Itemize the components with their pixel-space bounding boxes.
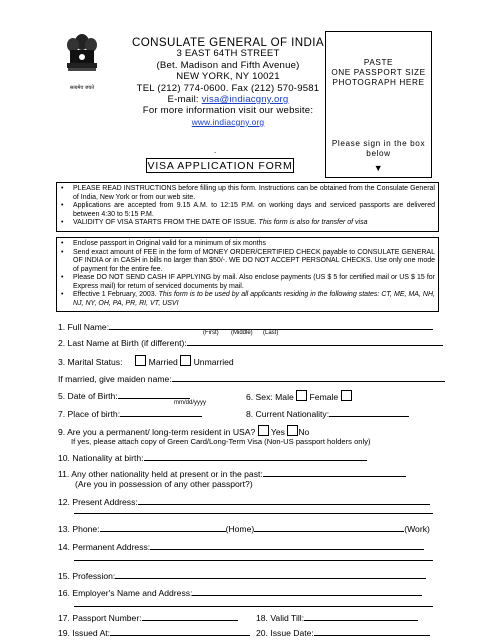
name-middle-hint: (Middle) bbox=[231, 330, 253, 336]
field-marital-status bbox=[58, 355, 234, 368]
field-issued-at bbox=[58, 627, 250, 639]
name-first-hint: (First) bbox=[203, 330, 219, 336]
perm-address-input[interactable] bbox=[150, 541, 424, 550]
form-title: VISA APPLICATION FORM bbox=[147, 160, 293, 172]
phone-work-input[interactable] bbox=[254, 523, 404, 532]
perm-address-label: 14. Permanent Address: bbox=[58, 542, 151, 552]
resident-note: If yes, please attach copy of Green Card/Long-Term Visa (Non-US passport holders only) bbox=[71, 437, 371, 446]
note-item: • Send exact amount of FEE in the form of MONEY ORDER/CERTIFIED CHECK payable to CONSULATE GENERAL OF INDIA or in CASH in bills no larger than $50/-. WE DO NOT ACCEPT PERSONAL CHECKS. Use only one mode of payment for the entire fee. bbox=[73, 249, 435, 275]
note-item bbox=[73, 219, 435, 228]
other-nat-label: 11. Any other nationality held at present or in the past: bbox=[58, 469, 263, 479]
national-emblem bbox=[62, 30, 102, 84]
resident-no-checkbox[interactable] bbox=[287, 425, 298, 436]
male-checkbox[interactable] bbox=[296, 390, 307, 401]
marital-label: 3. Marital Status: bbox=[58, 357, 123, 367]
address-cross-street: (Bet. Madison and Fifth Avenue) bbox=[156, 59, 300, 71]
field-place-of-birth bbox=[58, 408, 202, 420]
unmarried-checkbox[interactable] bbox=[180, 355, 191, 366]
resident-yes-checkbox[interactable] bbox=[258, 425, 269, 436]
note-italic: This form is also for transfer of visa bbox=[258, 219, 368, 226]
valid-till-label: 18. Valid Till: bbox=[256, 613, 305, 623]
employer-input[interactable] bbox=[192, 587, 422, 596]
name-last-hint: (Last) bbox=[263, 330, 279, 336]
married-checkbox[interactable] bbox=[135, 355, 146, 366]
female-label: Female bbox=[309, 392, 339, 402]
field-maiden-name bbox=[58, 373, 445, 385]
email-line bbox=[128, 94, 328, 105]
field-profession bbox=[58, 570, 426, 582]
notes-box-instructions bbox=[56, 182, 439, 232]
issued-at-input[interactable] bbox=[110, 627, 250, 636]
last-name-birth-input[interactable] bbox=[187, 337, 443, 346]
pob-label: 7. Place of birth: bbox=[58, 409, 121, 419]
field-permanent-address bbox=[58, 541, 424, 553]
address-street: 3 EAST 64TH STREET bbox=[176, 48, 280, 60]
nat-birth-label: 10. Nationality at birth: bbox=[58, 453, 144, 463]
field-employer bbox=[58, 587, 422, 599]
pob-input[interactable] bbox=[120, 408, 202, 417]
photo-line3: PHOTOGRAPH HERE bbox=[332, 78, 425, 87]
address-city: NEW YORK, NY 10021 bbox=[176, 71, 280, 83]
nationality-input[interactable] bbox=[329, 408, 409, 417]
phone-home-input[interactable] bbox=[100, 523, 226, 532]
resident-label: 9. Are you a permanent/ long-term resident in USA? bbox=[58, 427, 256, 437]
note-item: • PLEASE READ INSTRUCTIONS before filling up this form. Instructions can be obtained from the Consulate General of India, New York or from our web site. bbox=[73, 185, 435, 202]
nat-birth-input[interactable] bbox=[144, 452, 367, 461]
other-nat-input[interactable] bbox=[263, 468, 406, 477]
consulate-name: CONSULATE GENERAL OF INDIA bbox=[131, 36, 325, 49]
present-address-input[interactable] bbox=[138, 496, 430, 505]
note-item: • Applications are accepted from 9.15 A.M. to 12:15 P.M. on working days and serviced passports are delivered between 4:30 to 5:15 P.M. bbox=[73, 202, 435, 219]
unmarried-label: Unmarried bbox=[193, 357, 234, 367]
website-line bbox=[128, 117, 328, 128]
dob-label: 5. Date of Birth: bbox=[58, 391, 118, 401]
work-label: (Work) bbox=[404, 524, 430, 534]
field-last-name-birth bbox=[58, 337, 443, 349]
dot-mark: . bbox=[214, 146, 217, 155]
photo-line2: ONE PASSPORT SIZE bbox=[331, 68, 426, 77]
emblem-caption: सत्यमेव जयते bbox=[69, 85, 95, 91]
note-item: • Enclose passport in Original valid for a minimum of six months bbox=[73, 240, 435, 249]
maiden-name-input[interactable] bbox=[172, 373, 445, 382]
field-issue-date bbox=[256, 627, 430, 639]
female-checkbox[interactable] bbox=[341, 390, 352, 401]
profession-label: 15. Profession: bbox=[58, 571, 116, 581]
home-label: (Home) bbox=[225, 524, 255, 534]
note-text: VALIDITY OF VISA STARTS FROM THE DATE OF ISSUE. bbox=[73, 219, 257, 226]
website-link[interactable]: www.indiacgny.org bbox=[191, 116, 265, 127]
other-nat-note: (Are you in possession of any other passport?) bbox=[75, 479, 253, 489]
valid-till-input[interactable] bbox=[304, 612, 418, 621]
full-name-input[interactable] bbox=[109, 321, 433, 330]
notes-box-payment bbox=[56, 237, 439, 312]
note-italic: This form is to be used by all applicants residing in the following states: CT, ME, MA, NH, NJ, NY, OH, PA, PR, RI, VT, USVI bbox=[73, 291, 435, 307]
photo-box bbox=[325, 31, 432, 178]
present-address-line2[interactable] bbox=[74, 513, 433, 514]
field-nationality-birth bbox=[58, 452, 367, 464]
arrow-down-icon: ▼ bbox=[373, 163, 384, 173]
employer-line2[interactable] bbox=[74, 606, 433, 607]
email-label: E-mail: bbox=[167, 94, 199, 106]
field-nationality bbox=[246, 408, 409, 420]
profession-input[interactable] bbox=[115, 570, 426, 579]
field-phone bbox=[58, 523, 430, 535]
last-name-birth-label: 2. Last Name at Birth (if different): bbox=[58, 338, 187, 348]
issued-at-label: 19. Issued At: bbox=[58, 628, 111, 638]
field-valid-till bbox=[256, 612, 418, 624]
passport-no-input[interactable] bbox=[142, 612, 238, 621]
present-address-label: 12. Present Address: bbox=[58, 497, 138, 507]
field-passport-number bbox=[58, 612, 238, 624]
full-name-label: 1. Full Name: bbox=[58, 322, 110, 332]
dob-hint: mm/dd/yyyy bbox=[174, 400, 207, 406]
yes-label: Yes bbox=[270, 427, 285, 437]
consulate-header bbox=[128, 37, 328, 128]
photo-line1: PASTE bbox=[363, 58, 394, 67]
maiden-label: If married, give maiden name: bbox=[58, 374, 172, 384]
phone-label: 13. Phone: bbox=[58, 524, 100, 534]
no-label: No bbox=[298, 427, 310, 437]
issue-date-input[interactable] bbox=[314, 627, 430, 636]
employer-label: 16. Employer's Name and Address: bbox=[58, 588, 193, 598]
more-info-text: For more information visit our website: bbox=[142, 105, 314, 117]
phone-fax: TEL (212) 774-0600. Fax (212) 570-9581 bbox=[136, 82, 320, 94]
field-dob bbox=[58, 390, 190, 402]
email-link[interactable]: visa@indiacgny.org bbox=[201, 94, 289, 106]
field-sex bbox=[246, 390, 352, 403]
field-present-address bbox=[58, 496, 430, 508]
sex-label: 6. Sex: Male bbox=[246, 392, 294, 402]
note-item bbox=[73, 291, 435, 308]
perm-address-line2[interactable] bbox=[74, 560, 433, 561]
note-item: • Please DO NOT SEND CASH IF APPLYING by mail. Also enclose payments (US $ 5 for certified mail or US $ 15 for Express mail) for return of serviced documents by mail. bbox=[73, 274, 435, 291]
nationality-label: 8. Current Nationality: bbox=[246, 409, 330, 419]
note-text: Effective 1 February, 2003. bbox=[73, 291, 157, 298]
issue-date-label: 20. Issue Date: bbox=[256, 628, 314, 638]
passport-no-label: 17. Passport Number: bbox=[58, 613, 142, 623]
dob-input[interactable] bbox=[118, 390, 190, 399]
photo-line4: Please sign in the box bbox=[331, 139, 426, 148]
photo-line5: below bbox=[366, 149, 391, 158]
married-label: Married bbox=[148, 357, 178, 367]
